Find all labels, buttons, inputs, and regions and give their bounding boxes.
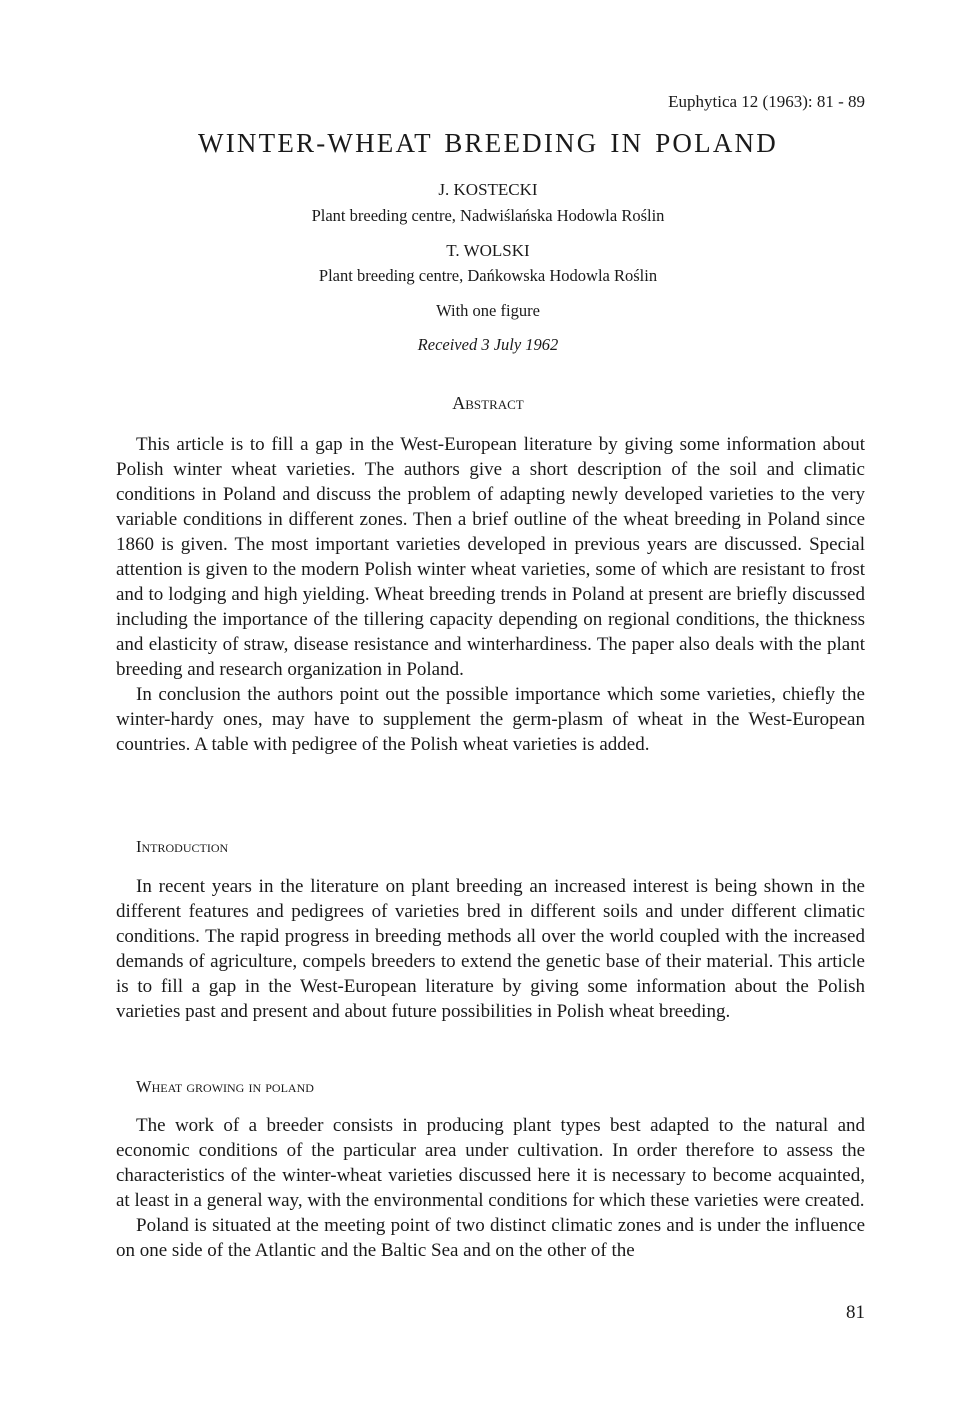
introduction-paragraph: In recent years in the literature on plant breeding an increased interest is being shown in the different features and pedigrees of varieties bred in different soils and under different climatic conditions. The rapid progress in breeding methods all over the world coupled with the increased demands of agriculture, compels breeders to extend the genetic base of their material. This article is to fill a gap in the West-European literature by giving some information about the Polish varieties past and present and about future possibilities in Polish wheat breeding.	[116, 876, 865, 1022]
author-affiliation-1: Plant breeding centre, Nadwiślańska Hodowla Roślin	[311, 206, 665, 225]
wheat-growing-paragraph: Poland is situated at the meeting point of two distinct climatic zones and is under the influence on one side of the Atlantic and the Baltic Sea and on the other of the	[116, 1215, 865, 1261]
wheat-growing-paragraph: The work of a breeder consists in producing plant types best adapted to the natural and economic conditions of the particular area under cultivation. In order therefore to assess the characteristics of the winter-wheat varieties discussed here it is necessary to become acquainted, at least in a general way, with the environmental conditions for which these varieties were created.	[116, 1115, 865, 1211]
author-affiliation-2: Plant breeding centre, Dańkowska Hodowla Roślin	[318, 266, 658, 285]
author-name-2: T. WOLSKI	[446, 241, 530, 260]
figure-note: With one figure	[436, 301, 540, 320]
abstract-paragraph: In conclusion the authors point out the possible importance which some varieties, chiefly the winter-hardy ones, may have to supplement the germ-plasm of wheat in the West-European countries. A table with pedigree of the Polish wheat varieties is added.	[116, 684, 865, 755]
author-name-1: J. KOSTECKI	[438, 180, 538, 199]
introduction-heading: Introduction	[136, 837, 229, 856]
wheat-growing-heading: Wheat growing in poland	[136, 1077, 314, 1096]
abstract-paragraph: This article is to fill a gap in the West-European literature by giving some information about Polish winter wheat varieties. The authors give a short description of the soil and climatic conditions in Poland and discuss the problem of adapting newly developed varieties to the very variable conditions in different zones. Then a brief outline of the wheat breeding in Poland since 1860 is given. The most important varieties developed in previous years are discussed. Special attention is given to the modern Polish winter wheat varieties, some of which are resistant to frost and to lodging and high yielding. Wheat breeding trends in Poland at present are briefly discussed including the importance of the tillering capacity depending on regional conditions, the thickness and elasticity of straw, disease resistance and winterhardiness. The paper also deals with the plant breeding and research organization in Poland.	[116, 434, 865, 680]
abstract-heading: Abstract	[452, 393, 524, 413]
received-date: Received 3 July 1962	[417, 335, 559, 354]
wheat-growing-body	[116, 1113, 865, 1263]
abstract-body	[116, 432, 865, 757]
journal-reference: Euphytica 12 (1963): 81 - 89	[668, 92, 865, 111]
paper-title: WINTER-WHEAT BREEDING IN POLAND	[198, 128, 778, 158]
page-number: 81	[846, 1302, 865, 1323]
introduction-body	[116, 874, 865, 1024]
